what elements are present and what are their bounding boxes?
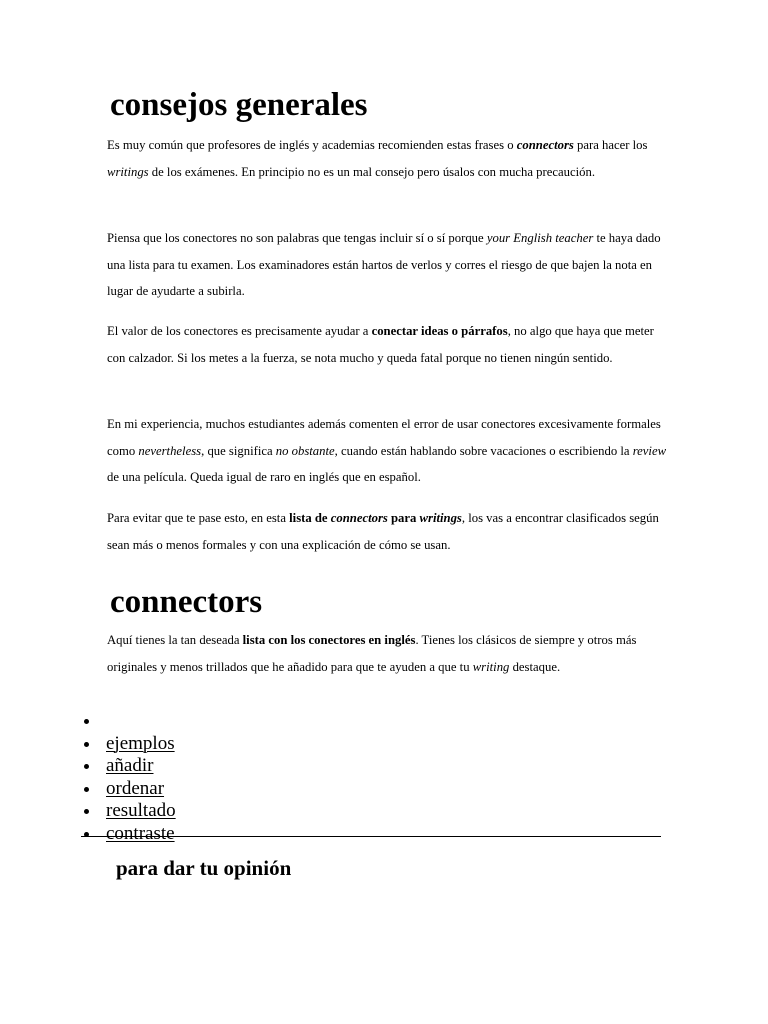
paragraph-valor-conectores [107, 318, 667, 371]
emphasis-nevertheless: nevertheless [138, 443, 202, 458]
text-run: lista de [289, 511, 331, 525]
bold-lista-conectores: lista con los conectores en inglés [242, 633, 416, 647]
text-run: Es muy común que profesores de inglés y academias recomienden estas frases o [107, 138, 517, 152]
bullet-icon [84, 742, 89, 747]
toc-item-ejemplos [58, 733, 176, 756]
emphasis-writings: writings [419, 511, 462, 525]
text-run: , cuando están hablando sobre vacaciones o escribiendo la [334, 443, 633, 458]
toc-item-contraste [58, 823, 176, 846]
bullet-icon [84, 719, 89, 724]
text-run: , que significa [201, 443, 276, 458]
emphasis-writing: writing [472, 659, 510, 674]
bullet-icon [84, 764, 89, 769]
toc-item-empty [58, 710, 176, 733]
heading-consejos-generales: consejos generales [110, 87, 368, 123]
emphasis-no-obstante: no obstante [275, 443, 335, 458]
bold-lista-connectors-writings [289, 511, 462, 525]
emphasis-connectors: connectors [516, 138, 574, 152]
toc-link-resultado[interactable]: resultado [106, 800, 176, 821]
text-run: En mi experiencia, muchos estudiantes además comenten el error de usar conectores excesivamente formales como [107, 417, 661, 458]
text-run: de los exámenes. En principio no es un mal consejo pero úsalos con mucha precaución. [148, 164, 596, 179]
paragraph-aqui-tienes [107, 627, 667, 680]
text-run: para hacer los [573, 138, 648, 152]
toc-link-anadir[interactable]: añadir [106, 755, 154, 776]
bullet-icon [84, 809, 89, 814]
paragraph-conectores-no-obligatorios [107, 225, 667, 305]
heading-connectors: connectors [110, 584, 263, 620]
paragraph-evitar [107, 505, 667, 558]
bold-conectar-ideas: conectar ideas o párrafos [371, 324, 508, 338]
emphasis-review: review [632, 443, 667, 458]
toc-item-ordenar [58, 778, 176, 801]
paragraph-experiencia [107, 411, 667, 491]
text-run: . Tienes los clásicos de siempre y otros más originales y menos trillados que he añadido para que te ayuden a que tu [107, 633, 637, 674]
text-run: te haya dado una lista para tu examen. Los examinadores están hartos de verlos y corres el riesgo de que bajen la nota en lugar de ayudarte a subirla. [107, 231, 661, 298]
toc-item-anadir [58, 755, 176, 778]
toc-link-contraste[interactable]: contraste [106, 822, 175, 844]
text-run: para [387, 511, 420, 525]
toc-item-resultado [58, 800, 176, 823]
text-run: , los vas a encontrar clasificados según sean más o menos formales y con una explicación de cómo se usan. [107, 511, 659, 552]
text-run: El valor de los conectores es precisamente ayudar a [107, 324, 372, 338]
paragraph-intro [107, 132, 667, 185]
table-of-contents [58, 710, 176, 845]
emphasis-english-teacher: your English teacher [486, 231, 594, 245]
toc-link-ordenar[interactable]: ordenar [106, 777, 165, 799]
text-run: Piensa que los conectores no son palabras que tengas incluir sí o sí porque [107, 231, 487, 245]
text-run: Para evitar que te pase esto, en esta [107, 511, 290, 525]
emphasis-writings: writings [107, 164, 149, 179]
text-run: destaque. [509, 659, 561, 674]
text-run: Aquí tienes la tan deseada [107, 633, 243, 647]
heading-para-dar-tu-opinion: para dar tu opinión [116, 856, 292, 880]
horizontal-divider [81, 836, 661, 837]
emphasis-connectors: connectors [330, 511, 388, 525]
text-run: , no algo que haya que meter con calzador. Si los metes a la fuerza, se nota mucho y queda fatal porque no tienen ningún sentido. [107, 324, 654, 365]
toc-link-ejemplos[interactable]: ejemplos [106, 732, 175, 754]
text-run: de una película. Queda igual de raro en inglés que en español. [107, 470, 421, 484]
bullet-icon [84, 787, 89, 792]
